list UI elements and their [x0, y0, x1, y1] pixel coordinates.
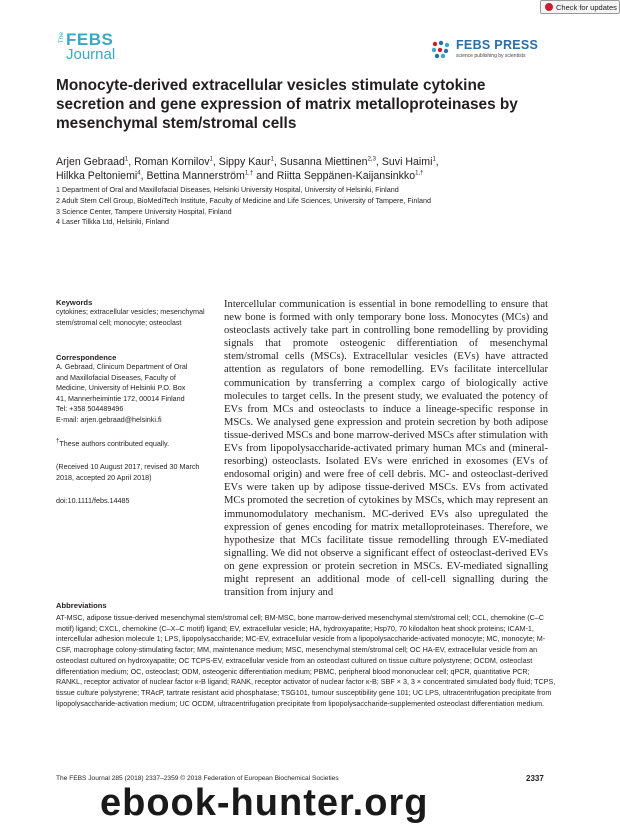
- abstract: [224, 298, 548, 599]
- keywords-heading: Keywords: [56, 298, 93, 307]
- correspondence-line: Medicine, University of Helsinki P.O. Box: [56, 383, 186, 392]
- correspondence-line: 41, Mannerheimintie 172, 00014 Finland: [56, 393, 185, 403]
- author-list: [56, 155, 576, 183]
- author-separator: and: [253, 170, 277, 182]
- author-name: Arjen Gebraad: [56, 156, 125, 168]
- dagger-mark: †: [56, 438, 60, 445]
- correspondence-line: Tel: +358 504489496: [56, 404, 124, 413]
- journal-logo-febs: FEBS: [66, 30, 114, 49]
- received-dates: (Received 10 August 2017, revised 30 March 2018, accepted 20 April 2018): [56, 462, 200, 482]
- affiliation-item: 3 Science Center, Tampere University Hospital, Finland: [56, 206, 232, 216]
- affiliation-list: [56, 185, 576, 228]
- correspondence-line: E-mail: arjen.gebraad@helsinki.fi: [56, 414, 162, 424]
- equal-contribution-note: [56, 439, 206, 450]
- equal-contribution-text: These authors contributed equally.: [59, 439, 170, 448]
- affiliation-item: 2 Adult Stem Cell Group, BioMediTech Institute, Faculty of Medicine and Life Sciences, University of Tampere, Finland: [56, 195, 431, 205]
- author-affiliation-mark: 1: [124, 156, 129, 163]
- doi-link[interactable]: doi:10.1111/febs.14485: [56, 496, 130, 505]
- author-affiliation-mark: 2,3: [367, 156, 376, 163]
- journal-logo-the: The: [58, 32, 65, 44]
- author-affiliation-mark: 1: [432, 156, 436, 163]
- affiliation-item: 1 Department of Oral and Maxillofacial Diseases, Helsinki University Hospital, University of Helsinki, Finland: [56, 185, 399, 194]
- check-for-updates-button[interactable]: [540, 0, 620, 14]
- author-affiliation-mark: 1: [270, 156, 274, 163]
- correspondence-line: A. Gebraad, Clinicum Department of Oral: [56, 362, 188, 371]
- author-affiliation-mark: 1: [209, 156, 213, 163]
- correspondence-heading: Correspondence: [56, 353, 117, 362]
- author-name: Sippy Kaur: [218, 156, 271, 168]
- keywords-text: cytokines; extracellular vesicles; mesenchymal stem/stromal cell; monocyte; osteoclast: [56, 307, 205, 327]
- journal-logo: [58, 30, 122, 64]
- page-number: 2337: [526, 774, 544, 783]
- abbreviations-text: AT-MSC, adipose tissue-derived mesenchymal stem/stromal cell; BM-MSC, bone marrow-derived mesenchymal stem/stromal cell; CCL, chemokine (C–C motif) ligand; CXCL, chemokine (C–X–C motif) ligand; EV, extracellular vesicle; HA, hydroxyapatite; Hsp70, 70 kilodalton heat shock proteins; ICAM-1, intercellular adhesion molecule 1; LPS, lipopolysaccharide; MC-EV, extracellular vesicle from a lipopolysaccharide-activated monocyte; MC, monocyte; M-CSF, macrophage colony-stimulating factor; MM, maintenance medium; MSC, mesenchymal stem/stromal cell; OC HA-EV, extracellular vesicle from an osteoclast cultured on hydroxyapatite; OC TCPS-EV, extracellular vesicle from an osteoclast cultured on tissue culture polystyrene; OCDM, osteoclast differentiation medium; OC, osteoclast; ODM, osteogenic differentiation medium; PBMC, peripheral blood mononuclear cell; qPCR, quantitative PCR; RANKL, receptor activator of nuclear factor κ-B ligand; RANK, receptor activator of nuclear factor κ-B; SBF × 3, 3 × concentrated simulated body fluid; TCPS, tissue culture polystyrene; TRAcP, tartrate resistant acid phosphatase; TSG101, tumour susceptibility gene 101; UC LPS, ultracentrifugation precipitate from lipopolysaccharide-activation medium; UC OCDM, ultracentrifugation precipitate from lipopolysaccharide-supplemented osteoclast differentiation medium.: [56, 613, 556, 708]
- author-name: Suvi Haimi: [381, 156, 433, 168]
- author-separator: ,: [128, 156, 135, 168]
- abbreviations-block: [56, 601, 556, 709]
- abstract-text: Intercellular communication is essential in bone remodelling to ensure that new bone is formed with only temporary bone loss. Monocytes (MCs) and osteoclasts actively take part in controlling bone remodelling by providing signals that promote osteogenic differentiation of mesenchymal stem/stromal cells (MSCs). Extracellular vesicles (EVs) have attracted attention as regulators of bone remodelling. EVs facilitate intercellular communication by transferring a complex cargo of biologically active molecules to target cells. In the present study, we evaluated the potency of EVs from MCs and osteoclasts to induce a lineage-specific response in MSCs. We analysed gene expression and protein secretion by both adipose tissue-derived MSCs and bone marrow-derived MSCs after stimulation with EVs from lipopolysaccharide-activated primary human MCs and (mineral-resorbing) osteoclasts. Isolated EVs were enriched in exosomes (EVs of endosomal origin) and were free of cell debris. MC- and osteoclast-derived EVs were taken up by adipose tissue-derived MSCs. EVs from activated MCs promoted the secretion of cytokines by MSCs, which may represent an immunomodulatory mechanism. MC-derived EVs also upregulated the expression of genes encoding for matrix metalloproteinases. Therefore, we hypothesize that MCs facilitate tissue remodelling through EV-mediated signalling. We did not observe a significant effect of osteoclast-derived EVs on gene expression or protein secretion in MSCs. EV-mediated signalling might represent an additional mode of cell-cell signalling during the transition from injury and: [224, 299, 548, 599]
- crossmark-icon: [545, 3, 553, 11]
- author-affiliation-mark: 1,†: [415, 170, 424, 177]
- author-affiliation-mark: 4: [137, 170, 141, 177]
- author-name: Roman Kornilov: [134, 156, 210, 168]
- watermark: ebook-hunter.org: [100, 782, 429, 824]
- correspondence-lines: [56, 362, 206, 425]
- article-title: Monocyte-derived extracellular vesicles stimulate cytokine secretion and gene expression of matrix metalloproteinases by mesenchymal stem/stromal cells: [56, 77, 518, 132]
- author-affiliation-mark: 1,†: [244, 170, 254, 177]
- author-name: Susanna Miettinen: [279, 156, 368, 168]
- journal-logo-journal: Journal: [66, 46, 116, 63]
- febs-press-logo: [430, 38, 560, 64]
- febs-press-name: FEBS PRESS: [456, 38, 539, 52]
- author-name: Hilkka Peltoniemi: [56, 170, 138, 182]
- author-separator: ,: [375, 156, 382, 168]
- check-for-updates-label: Check for updates: [556, 2, 617, 12]
- author-separator: ,: [212, 156, 219, 168]
- abbreviations-heading: Abbreviations: [56, 601, 107, 610]
- febs-press-dots-icon: [430, 40, 452, 60]
- author-name: Riitta Seppänen-Kaijansinkko: [276, 170, 416, 182]
- author-separator: ,: [140, 170, 147, 182]
- keywords-block: [56, 298, 206, 328]
- author-separator: ,: [435, 156, 439, 168]
- febs-press-tagline: science publishing by scientists: [456, 53, 526, 59]
- author-name: Bettina Mannerström: [146, 170, 245, 182]
- correspondence-line: and Maxillofacial Diseases, Faculty of: [56, 372, 176, 382]
- affiliation-item: 4 Laser Tilkka Ltd, Helsinki, Finland: [56, 217, 170, 227]
- correspondence-block: [56, 353, 206, 425]
- author-separator: ,: [273, 156, 280, 168]
- footer-citation: The FEBS Journal 285 (2018) 2337–2359 © 2018 Federation of European Biochemical Societies: [56, 775, 339, 782]
